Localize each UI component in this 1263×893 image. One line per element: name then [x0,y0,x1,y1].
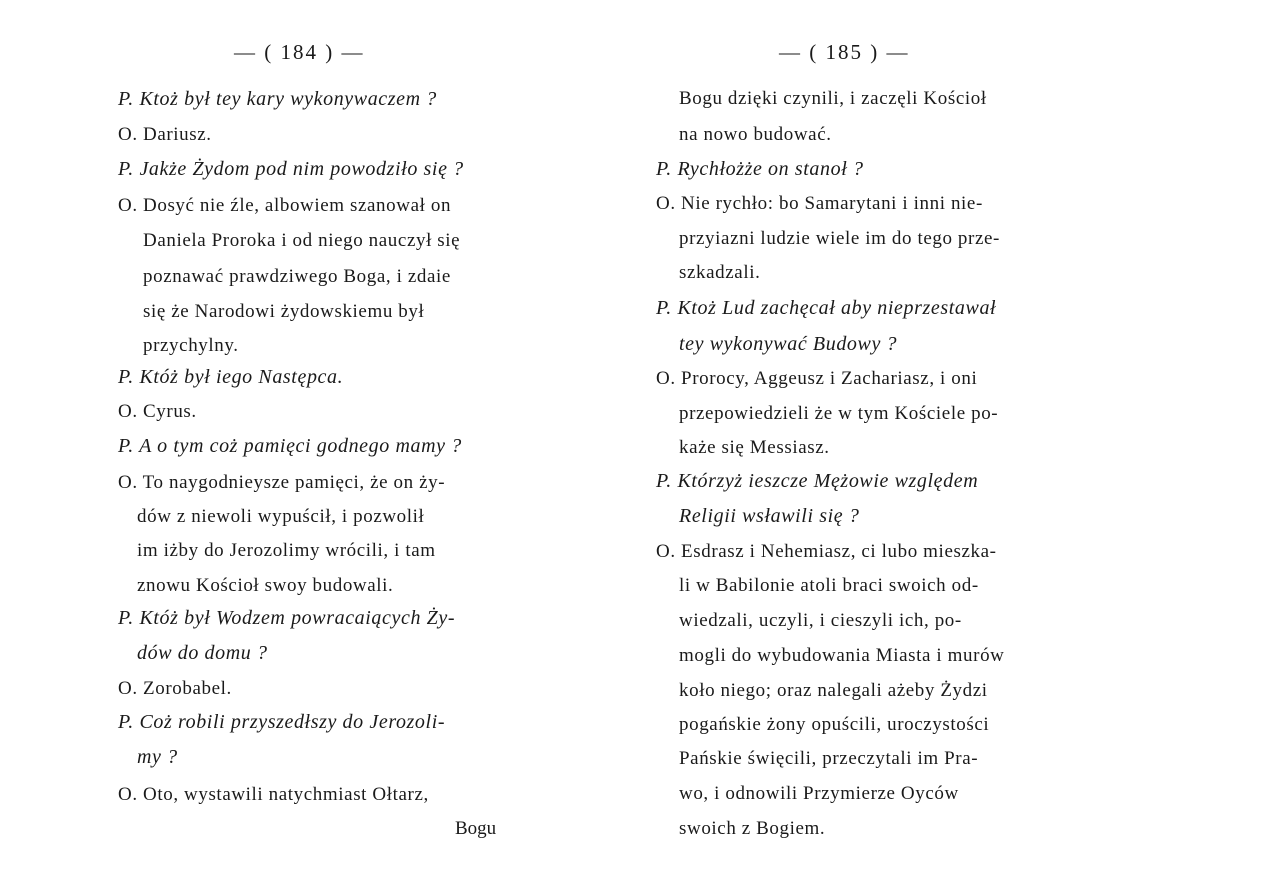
text-line: O. Zorobabel. [118,678,232,699]
text-line: Pańskie święcili, przeczytali im Pra- [679,748,979,769]
text-line: P. Coż robili przyszedłszy do Jerozoli- [118,711,446,733]
text-line: tey wykonywać Budowy ? [679,333,898,355]
text-line: dów z niewoli wypuścił, i pozwolił [137,506,425,527]
text-line: O. Prorocy, Aggeusz i Zachariasz, i oni [656,368,978,389]
text-line: my ? [137,746,178,768]
text-line: im iżby do Jerozolimy wrócili, i tam [137,540,436,561]
text-line: swoich z Bogiem. [679,818,826,839]
text-line: P. Któż był iego Następca. [118,366,344,388]
text-line: O. Dariusz. [118,124,212,145]
text-line: mogli do wybudowania Miasta i murów [679,645,1005,666]
text-line: pogańskie żony opuścili, uroczystości [679,714,990,735]
text-line: Religii wsławili się ? [679,505,860,527]
text-line: znowu Kościoł swoy budowali. [137,575,394,596]
text-line: O. Cyrus. [118,401,197,422]
text-line: O. Oto, wystawili natychmiast Ołtarz, [118,784,429,805]
page-number-left: — ( 184 ) — [234,40,365,64]
text-line: wo, i odnowili Przymierze Oyców [679,783,959,804]
text-line: przyiazni ludzie wiele im do tego prze- [679,228,1000,249]
text-line: dów do domu ? [137,642,268,664]
text-line: P. Ktoż był tey kary wykonywaczem ? [118,88,437,110]
text-line: O. Dosyć nie źle, albowiem szanował on [118,195,452,216]
text-line: P. Rychłożże on stanoł ? [656,158,864,180]
text-line: przepowiedzieli że w tym Kościele po- [679,403,999,424]
text-line: Daniela Proroka i od niego nauczył się [143,230,461,251]
text-line: każe się Messiasz. [679,437,830,458]
page-number-right: — ( 185 ) — [779,40,910,64]
text-line: O. Nie rychło: bo Samarytani i inni nie- [656,193,983,214]
text-line: li w Babilonie atoli braci swoich od- [679,575,979,596]
text-line: P. Ktoż Lud zachęcał aby nieprzestawał [656,297,997,319]
left-page [0,0,631,893]
text-line: O. To naygodnieysze pamięci, że on ży- [118,472,446,493]
text-line: O. Esdrasz i Nehemiasz, ci lubo mieszka- [656,541,997,562]
text-line: wiedzali, uczyli, i cieszyli ich, po- [679,610,962,631]
text-line: na nowo budować. [679,124,832,145]
right-page [631,0,1263,893]
text-line: P. A o tym coż pamięci godnego mamy ? [118,435,462,457]
text-line: Bogu dzięki czynili, i zaczęli Kościoł [679,88,987,109]
text-line: P. Jakże Żydom pod nim powodziło się ? [118,158,464,180]
text-line: się że Narodowi żydowskiemu był [143,301,425,322]
text-line: poznawać prawdziwego Boga, i zdaie [143,266,451,287]
text-line: szkadzali. [679,262,761,283]
text-line: P. Któż był Wodzem powracaiących Ży- [118,607,456,629]
text-line: przychylny. [143,335,239,356]
catchword: Bogu [455,818,497,839]
text-line: koło niego; oraz nalegali ażeby Żydzi [679,680,988,701]
text-line: P. Którzyż ieszcze Mężowie względem [656,470,979,492]
